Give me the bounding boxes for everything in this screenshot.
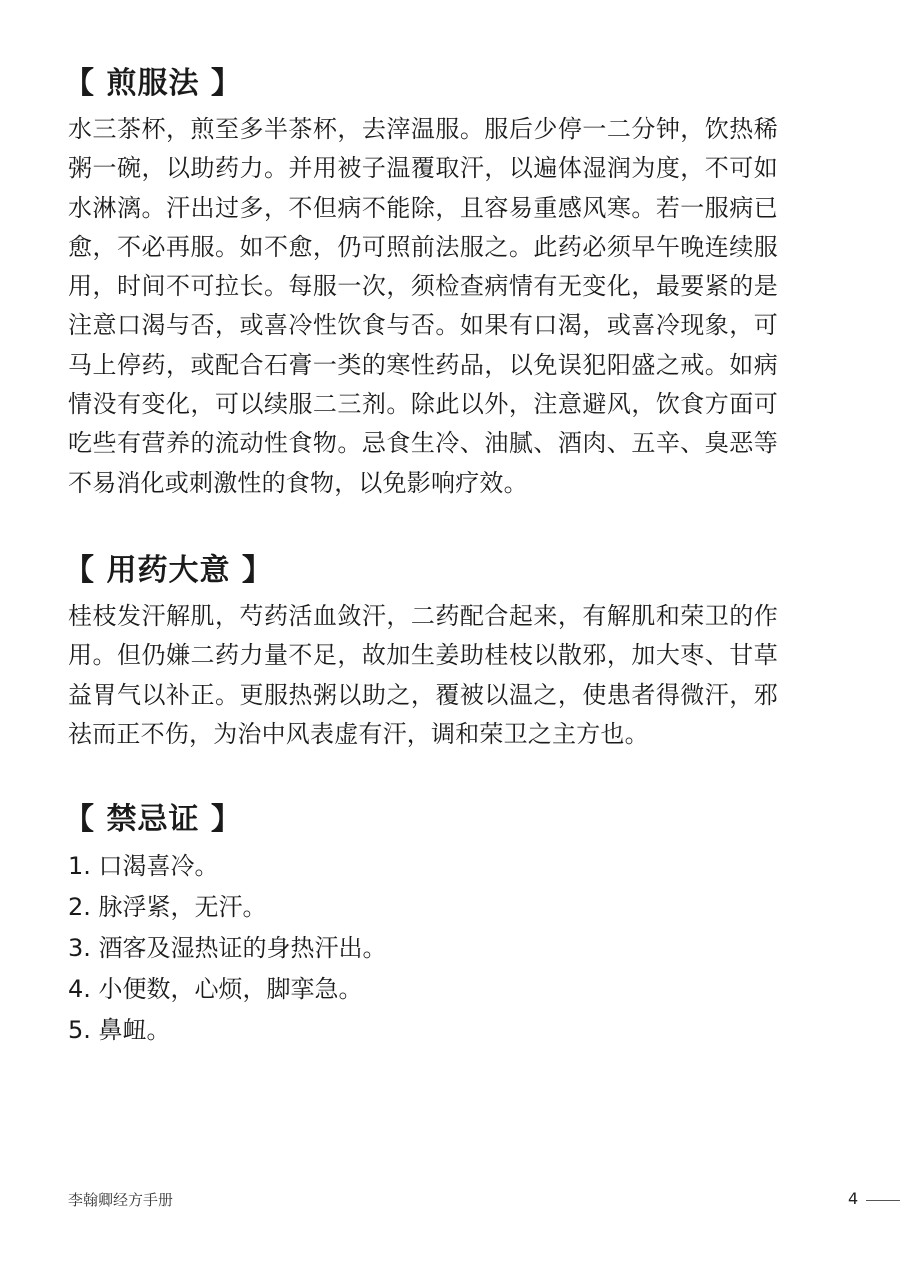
section-spacer: [68, 503, 778, 549]
section-spacer: [68, 754, 778, 798]
list-item: 3. 酒客及湿热证的身热汗出。: [68, 934, 387, 963]
footer-page-number: 4: [848, 1189, 859, 1208]
list-item: 2. 脉浮紧，无汗。: [68, 893, 267, 922]
section-contraindications: [64, 798, 778, 1051]
section-paragraph: 桂枝发汗解肌，芍药活血敛汗，二药配合起来，有解肌和荣卫的作用。但仍嫌二药力量不足，故加生姜助桂枝以散邪，加大枣、甘草益胃气以补正。更服热粥以助之，覆被以温之，使患者得微汗，邪祛而正不伤，为治中风表虚有汗，调和荣卫之主方也。: [68, 601, 778, 748]
section-medication-rationale: [64, 549, 778, 754]
list-item: 5. 鼻衄。: [68, 1016, 171, 1045]
page-content: [64, 62, 778, 1051]
footer-rule: [866, 1200, 900, 1201]
list-item: 1. 口渴喜冷。: [68, 852, 219, 881]
footer-book-title: 李翰卿经方手册: [68, 1191, 174, 1209]
section-heading: 【 煎服法 】: [64, 66, 242, 101]
list-item: 4. 小便数，心烦，脚挛急。: [68, 975, 363, 1004]
contraindication-list: [68, 846, 778, 1051]
section-paragraph: 水三茶杯，煎至多半茶杯，去滓温服。服后少停一二分钟，饮热稀粥一碗，以助药力。并用被子温覆取汗，以遍体湿润为度，不可如水淋漓。汗出过多，不但病不能除，且容易重感风寒。若一服病已愈，不必再服。如不愈，仍可照前法服之。此药必须早午晚连续服用，时间不可拉长。每服一次，须检查病情有无变化，最要紧的是注意口渴与否，或喜冷性饮食与否。如果有口渴，或喜冷现象，可马上停药，或配合石膏一类的寒性药品，以免误犯阳盛之戒。如病情没有变化，可以续服二三剂。除此以外，注意避风，饮食方面可吃些有营养的流动性食物。忌食生冷、油腻、酒肉、五辛、臭恶等不易消化或刺激性的食物，以免影响疗效。: [68, 115, 778, 497]
section-heading: 【 禁忌证 】: [64, 802, 242, 838]
section-decoction-method: [64, 62, 778, 503]
section-heading: 【 用药大意 】: [64, 552, 273, 588]
